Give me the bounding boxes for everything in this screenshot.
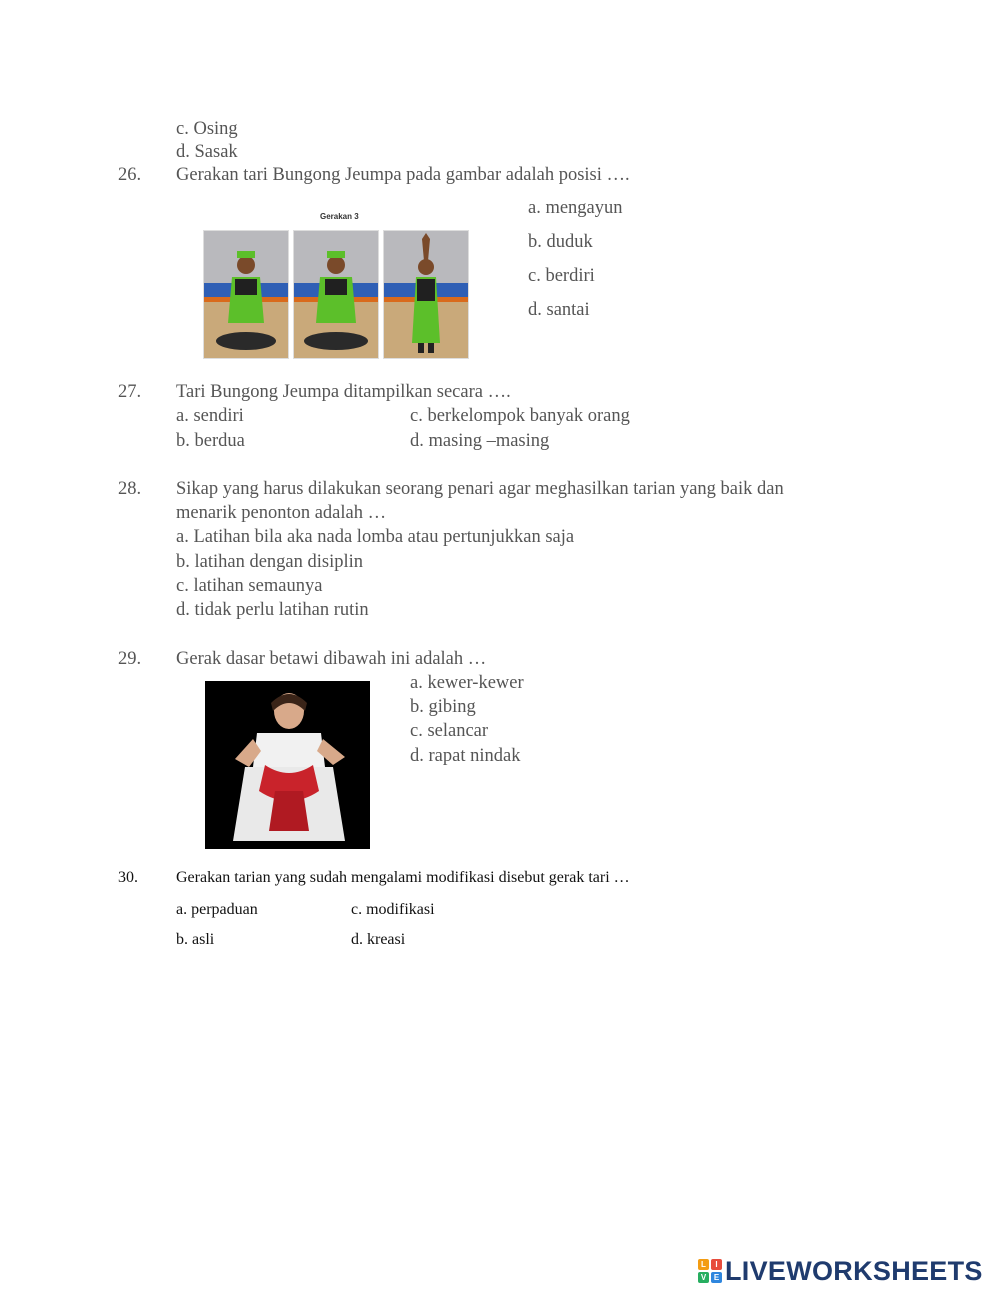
q30-number: 30. bbox=[118, 869, 138, 886]
q26-option-d: d. santai bbox=[528, 300, 590, 320]
q26-photo-kneel-2 bbox=[293, 230, 379, 359]
q27-option-c: c. berkelompok banyak orang bbox=[410, 406, 630, 426]
q28-number: 28. bbox=[118, 479, 142, 499]
q28-option-a: a. Latihan bila aka nada lomba atau pertunjukkan saja bbox=[176, 527, 575, 547]
q30-question: Gerakan tarian yang sudah mengalami modifikasi disebut gerak tari … bbox=[176, 869, 630, 886]
q28-option-c: c. latihan semaunya bbox=[176, 576, 323, 596]
q27-option-a: a. sendiri bbox=[176, 406, 244, 426]
q27-question: Tari Bungong Jeumpa ditampilkan secara …. bbox=[176, 382, 511, 402]
logo-tiles-icon bbox=[698, 1259, 722, 1283]
q29-question: Gerak dasar betawi dibawah ini adalah … bbox=[176, 649, 487, 669]
logo-tile-e: E bbox=[711, 1272, 722, 1283]
q26-question: Gerakan tari Bungong Jeumpa pada gambar adalah posisi …. bbox=[176, 165, 630, 185]
logo-tile-l: L bbox=[698, 1259, 709, 1270]
q28-option-d: d. tidak perlu latihan rutin bbox=[176, 600, 369, 620]
q30-option-b: b. asli bbox=[176, 931, 215, 948]
q28-option-b: b. latihan dengan disiplin bbox=[176, 552, 364, 572]
q30-option-d: d. kreasi bbox=[351, 931, 406, 948]
q28-question-line1: Sikap yang harus dilakukan seorang penari agar meghasilkan tarian yang baik dan bbox=[176, 479, 784, 499]
q27-option-b: b. berdua bbox=[176, 431, 245, 451]
q26-image-caption: Gerakan 3 bbox=[320, 212, 359, 221]
logo-tile-i: I bbox=[711, 1259, 722, 1270]
q28-question-line2: menarik penonton adalah … bbox=[176, 503, 387, 523]
q29-photo-dancer bbox=[205, 681, 370, 849]
q27-option-d: d. masing –masing bbox=[410, 431, 550, 451]
q29-option-b: b. gibing bbox=[410, 697, 476, 717]
q26-photo-stand bbox=[383, 230, 469, 359]
liveworksheets-logo bbox=[698, 1256, 983, 1286]
q25-option-d: d. Sasak bbox=[176, 142, 238, 162]
q30-option-c: c. modifikasi bbox=[351, 901, 435, 918]
q29-option-c: c. selancar bbox=[410, 721, 489, 741]
q29-option-a: a. kewer-kewer bbox=[410, 673, 524, 693]
q27-number: 27. bbox=[118, 382, 142, 402]
q29-option-d: d. rapat nindak bbox=[410, 746, 521, 766]
logo-tile-v: V bbox=[698, 1272, 709, 1283]
q26-option-a: a. mengayun bbox=[528, 198, 623, 218]
q26-option-c: c. berdiri bbox=[528, 266, 595, 286]
q26-photo-kneel-1 bbox=[203, 230, 289, 359]
q26-number: 26. bbox=[118, 165, 142, 185]
logo-text: LIVEWORKSHEETS bbox=[725, 1255, 983, 1286]
q30-option-a: a. perpaduan bbox=[176, 901, 258, 918]
q29-number: 29. bbox=[118, 649, 142, 669]
q26-option-b: b. duduk bbox=[528, 232, 593, 252]
q25-option-c: c. Osing bbox=[176, 119, 238, 139]
